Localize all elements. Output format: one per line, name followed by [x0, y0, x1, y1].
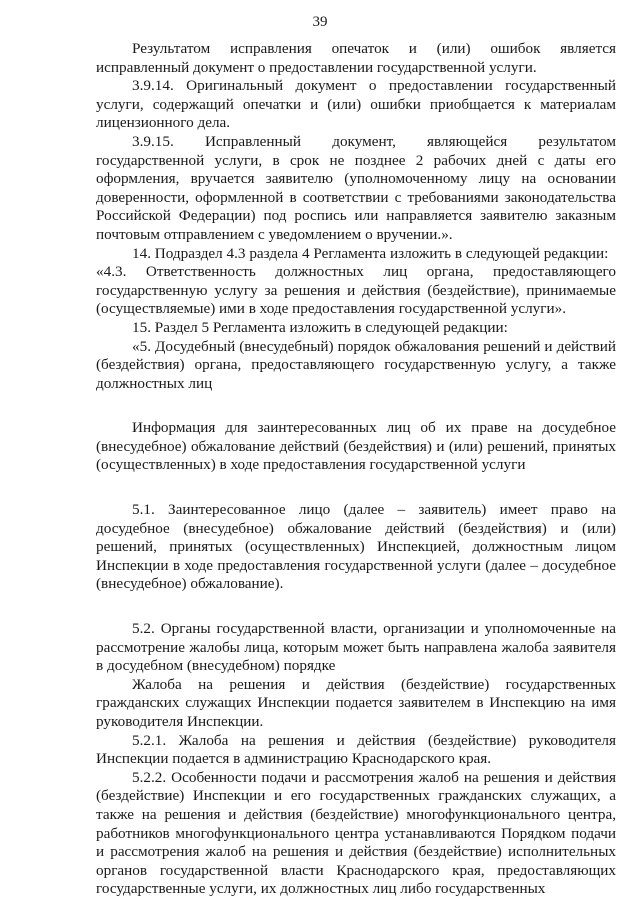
paragraph-3-9-14: 3.9.14. Оригинальный документ о предоставлении государственный услуги, содержащий опечатки и (или) ошибки приобщается к материалам лицензионного дела.: [96, 77, 616, 132]
paragraph-4-3: «4.3. Ответственность должностных лиц органа, предоставляющего государственную услугу за решения и действия (бездействие), принимаемые (осуществляемые) ими в ходе предоставления государственной услуги».: [96, 263, 616, 318]
paragraph-5-2-1: 5.2.1. Жалоба на решения и действия (бездействие) руководителя Инспекции подается в администрацию Краснодарского края.: [96, 731, 616, 768]
spacer: [96, 475, 616, 501]
paragraph-item-15: 15. Раздел 5 Регламента изложить в следующей редакции:: [132, 318, 508, 336]
spacer: [96, 393, 616, 419]
paragraph-5-2: 5.2. Органы государственной власти, организации и уполномоченные на рассмотрение жалобы лица, которым может быть направлена жалоба заявителя в досудебном (внесудебном) порядке: [96, 620, 616, 675]
paragraph-3-9-15: 3.9.15. Исправленный документ, являющейся результатом государственной услуги, в срок не позднее 2 рабочих дней с даты его оформления, вручается заявителю (уполномоченному лицу на основании доверенности, оформленной в соответствии с требованиями законодательства Российской Федерации) под роспись или направляется заявителю заказным почтовым отправлением с уведомлением о вручении.».: [96, 132, 616, 243]
page-number: 39: [312, 14, 328, 30]
paragraph-5-1: 5.1. Заинтересованное лицо (далее – заявитель) имеет право на досудебное (внесудебное) обжалование действий (бездействия) и (или) решений, принятых (осуществленных) Инспекцией, должностным лицом Инспекции в ходе предоставления государственной услуги (далее – досудебное (внесудебное) обжалование).: [96, 501, 616, 593]
spacer: [96, 594, 616, 620]
info-heading: Информация для заинтересованных лиц об их праве на досудебное (внесудебное) обжалование действий (бездействия) и (или) решений, принятых (осуществленных) в ходе предоставления государственной услуги: [96, 419, 616, 474]
paragraph-complaint: Жалоба на решения и действия (бездействие) государственных гражданских служащих Инспекции подается заявителем в Инспекцию на имя руководителя Инспекции.: [96, 675, 616, 730]
paragraph-correction-result: Результатом исправления опечаток и (или) ошибок является исправленный документ о предоставлении государственной услуги.: [96, 40, 616, 76]
paragraph-5-2-2: 5.2.2. Особенности подачи и рассмотрения жалоб на решения и действия (бездействие) Инспекции и его государственных гражданских служащих, а также на решения и действия (бездействие) многофункционального центра, работников многофункционального центра устанавливаются Порядком подачи и рассмотрения жалоб на решения и действия (бездействие) исполнительных органов государственной власти Краснодарского края, предоставляющих государственные услуги, их должностных лиц либо государственных: [96, 768, 616, 898]
document-body: [96, 40, 616, 899]
section-5-heading: «5. Досудебный (внесудебный) порядок обжалования решений и действий (бездействия) органа, предоставляющего государственную услугу, а также должностных лиц: [96, 337, 616, 392]
paragraph-item-14: 14. Подраздел 4.3 раздела 4 Регламента изложить в следующей редакции:: [132, 244, 609, 262]
